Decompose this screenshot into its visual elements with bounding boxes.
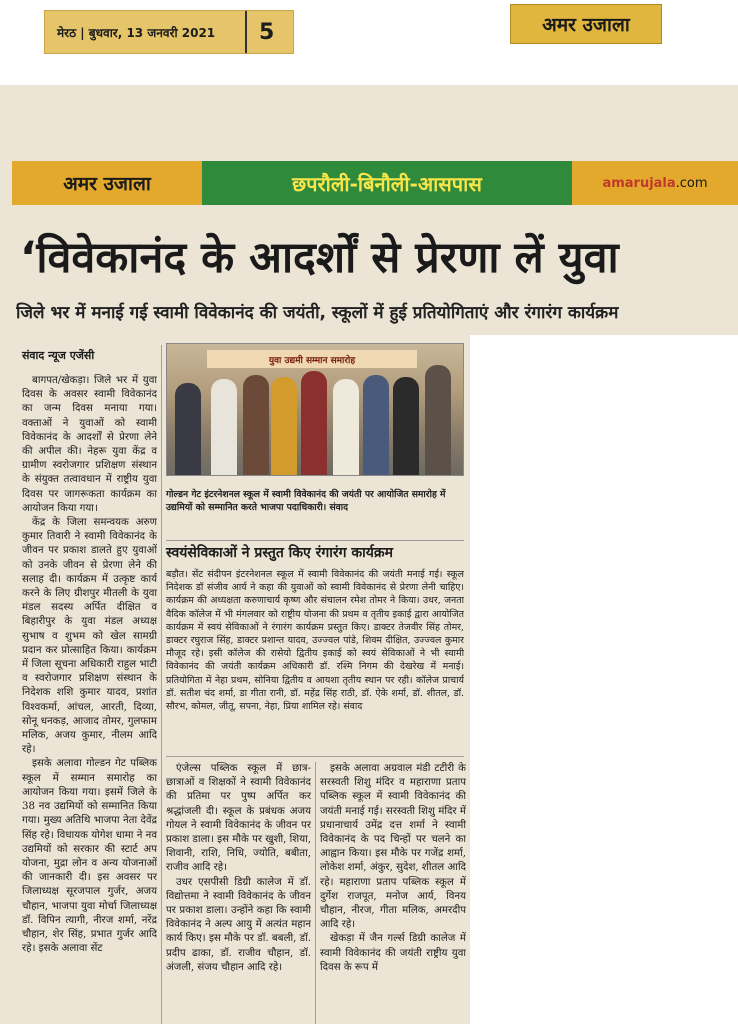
band-logo: अमर उजाला (12, 161, 202, 205)
paragraph: खेकड़ा में जैन गर्ल्स डिग्री कालेज में स्वामी विवेकानंद की जयंती राष्ट्रीय युवा दिवस के रूप में (320, 933, 466, 973)
photo-banner: युवा उद्यमी सम्मान समारोह (207, 350, 417, 368)
column-divider (161, 345, 162, 1024)
person-figure (363, 375, 389, 475)
section-heading: स्वयंसेविकाओं ने प्रस्तुत किए रंगारंग कार्यक्रम (166, 540, 464, 562)
subheadline: जिले भर में मनाई गई स्वामी विवेकानंद की जयंती, स्कूलों में हुई प्रतियोगिताएं और रंगारंग कार्यक्रम (16, 303, 619, 323)
person-figure (175, 383, 201, 475)
article-column-2 (166, 762, 311, 1024)
website-label (572, 161, 738, 205)
website-suffix: .com (675, 175, 708, 191)
byline: संवाद न्यूज एजेंसी (22, 349, 95, 362)
dateline-strip (44, 10, 294, 54)
section-divider (166, 756, 464, 757)
person-figure (393, 377, 419, 475)
dateline-text: मेरठ | बुधवार, 13 जनवरी 2021 (57, 25, 216, 40)
paragraph: केंद्र के जिला समन्वयक अरुण कुमार तिवारी ने स्वामी विवेकानंद के जीवन पर प्रकाश डालते हुए युवाओं को उनके जीवन से प्रेरणा लेने की सलाह दी। कार्यक्रम में उत्कृष्ट कार्य करने के लिए ग्रीशपुर मीतली के युवा मंडल सदस्य अर्पित दीक्षित व बिहारीपुर के युवा मंडल अध्यक्ष सुभाष व शुभम को खेल सामग्री प्रदान कर प्रोत्साहित किया। कार्यक्रम में जिला सूचना अधिकारी राहुल भाटी व स्वरोजगार प्रशिक्षण संस्थान के निदेशक शशि कुमार यादव, प्रशांत विश्वकर्मा, आंचल, आरती, दिव्या, सोनू धनकड़, आजाद तोमर, गुलफाम मलिक, अजय कुमार, नीलम आदि रहे। (22, 517, 157, 756)
person-figure (271, 377, 297, 475)
person-figure (333, 379, 359, 475)
paragraph: उधर एसपीसी डिग्री कालेज में डॉ. विद्योत्तमा ने स्वामी विवेकानंद के जीवन पर प्रकाश डाला। उन्होंने कहा कि स्वामी विवेकानंद ने अल्प आयु में अत्यंत महान कार्य किए। इस मौके पर डॉ. बबली, डॉ. प्रदीप ढाका, डॉ. राजीव चौहान, डॉ. अंजली, संजय चौहान आदि रहे। (166, 876, 311, 973)
section-body: बड़ौत। सेंट संदीपन इंटरनेशनल स्कूल में स्वामी विवेकानंद की जयंती मनाई गई। स्कूल निदेशक डॉ संजीव आर्य ने कहा की युवाओं को स्वामी विवेकानंद से प्रेरणा लेनी चाहिए। कार्यक्रम की अध्यक्षता करुणाचार्य कृष्ण और संचालन रमेश तोमर ने किया। उधर, जनता वैदिक कॉलेज में भी मंगलवार को राष्ट्रीय योजना की प्रथम व तृतीय इकाई द्वारा आयोजित कार्यक्रम में स्वयं सेविकाओं ने रंगारंग कार्यक्रम प्रस्तुत किए। डाक्टर तेजवीर सिंह तोमर, डाक्टर रघुराज सिंह, डाक्टर प्रशान्त यादव, उज्ज्वल पांडे, शिवम दीक्षित, उज्ज्वल कुमार मौजूद रहे। इसी कॉलेज की रासेयो द्वितीय इकाई को स्वयं सेविकाओं ने भी स्वामी विवेकानंद की जयंती कार्यक्रम अधिकारी डॉ. रश्मि निगम की देखरेख में मनाई। प्रतियोगिता में नेहा प्रथम, सोनिया द्वितीय व आयशा तृतीय स्थान पर रही। कॉलेज प्राचार्य डॉ. सतीश चंद शर्मा, डा गीता रानी, डॉ. महेंद्र सिंह राठी, डॉ. ऐके शर्मा, डॉ. शीतल, डॉ. सौरभ, कोमल, जीतू, सपना, नेहा, प्रिया शामिल रहे। संवाद (166, 569, 464, 713)
paragraph: बागपत/खेकड़ा। जिले भर में युवा दिवस के अवसर स्वामी विवेकानंद का जन्म दिवस मनाया गया। वक्ताओं ने युवाओं को स्वामी विवेकानंद के आदर्शों से प्रेरणा लेने की अपील की। नेहरू युवा केंद्र व ग्रामीण स्वरोजगार प्रशिक्षण संस्थान के संयुक्त तत्वावधान में राष्ट्रीय युवा दिवस पर जागरूकता कार्यक्रम का आयोजन किया गया। (22, 375, 157, 514)
page-number: 5 (245, 11, 274, 53)
news-photo (166, 343, 464, 476)
blank-page-area (470, 335, 738, 1024)
website-name: amarujala (602, 175, 676, 191)
person-figure (211, 379, 237, 475)
person-figure (301, 371, 327, 475)
paragraph: एंजेल्स पब्लिक स्कूल में छात्र-छात्राओं व शिक्षकों ने स्वामी विवेकानंद की प्रतिमा पर पुष्प अर्पित कर श्रद्धांजली दी। स्कूल के प्रबंधक अजय गोयल ने स्वामी विवेकानंद के जीवन पर प्रकाश डाला। इस मौके पर खुशी, शिया, शिवानी, राशि, निधि, ज्योति, बबीता, राजीव आदि रहे। (166, 763, 311, 874)
masthead-logo: अमर उजाला (510, 4, 662, 44)
section-title: छपरौली-बिनौली-आसपास (202, 161, 572, 205)
person-figure (425, 365, 451, 475)
paragraph: इसके अलावा गोल्डन गेट पब्लिक स्कूल में सम्मान समारोह का आयोजन किया गया। इसमें जिले के 38 नव उद्यमियों को सम्मानित किया गया। मुख्य अतिथि भाजपा नेता देवेंद्र सिंह रहे। विधायक योगेश धामा ने नव उद्यमियों को सरकार की स्टार्ट अप योजना, मुद्रा लोन व अन्य योजनाओं की जानकारी दी। इस अवसर पर जिलाध्यक्ष सूरजपाल गुर्जर, अजय चौहान, भाजपा युवा मोर्चा जिलाध्यक्ष डॉ. विपिन त्यागी, नीरज शर्मा, नरेंद्र चौहान, शेर सिंह, प्रभात गुर्जर आदि रहे। इसके अलावा सेंट (22, 758, 157, 955)
article-column-1 (22, 374, 157, 1024)
paragraph: इसके अलावा अग्रवाल मंडी टटीरी के सरस्वती शिशु मंदिर व महाराणा प्रताप पब्लिक स्कूल में स्वामी विवेकानंद की जयंती मनाई गई। सरस्वती शिशु मंदिर में प्रधानाचार्य उमेंद्र दत्त शर्मा ने स्वामी विवेकानंद के पद चिन्हों पर चलने का आह्वान किया। इस मौके पर गजेंद्र शर्मा, लोकेश शर्मा, अंकुर, सुदेश, शीतल आदि रहे। महाराणा प्रताप पब्लिक स्कूल में दुर्गेश राजपूत, मनोज आर्य, विनय चौहान, नीरज, गीता मलिक, अमरदीप आदि रहे। (320, 763, 466, 931)
photo-caption: गोल्डन गेट इंटरनेशनल स्कूल में स्वामी विवेकानंद की जयंती पर आयोजित समारोह में उद्यमियों को सम्मानित करते भाजपा पदाधिकारी। संवाद (166, 489, 446, 513)
article-column-3 (320, 762, 466, 1024)
section-band (12, 161, 738, 205)
column-divider (315, 762, 316, 1024)
person-figure (243, 375, 269, 475)
headline: ‘विवेकानंद के आदर्शों से प्रेरणा लें युवा (20, 233, 619, 283)
